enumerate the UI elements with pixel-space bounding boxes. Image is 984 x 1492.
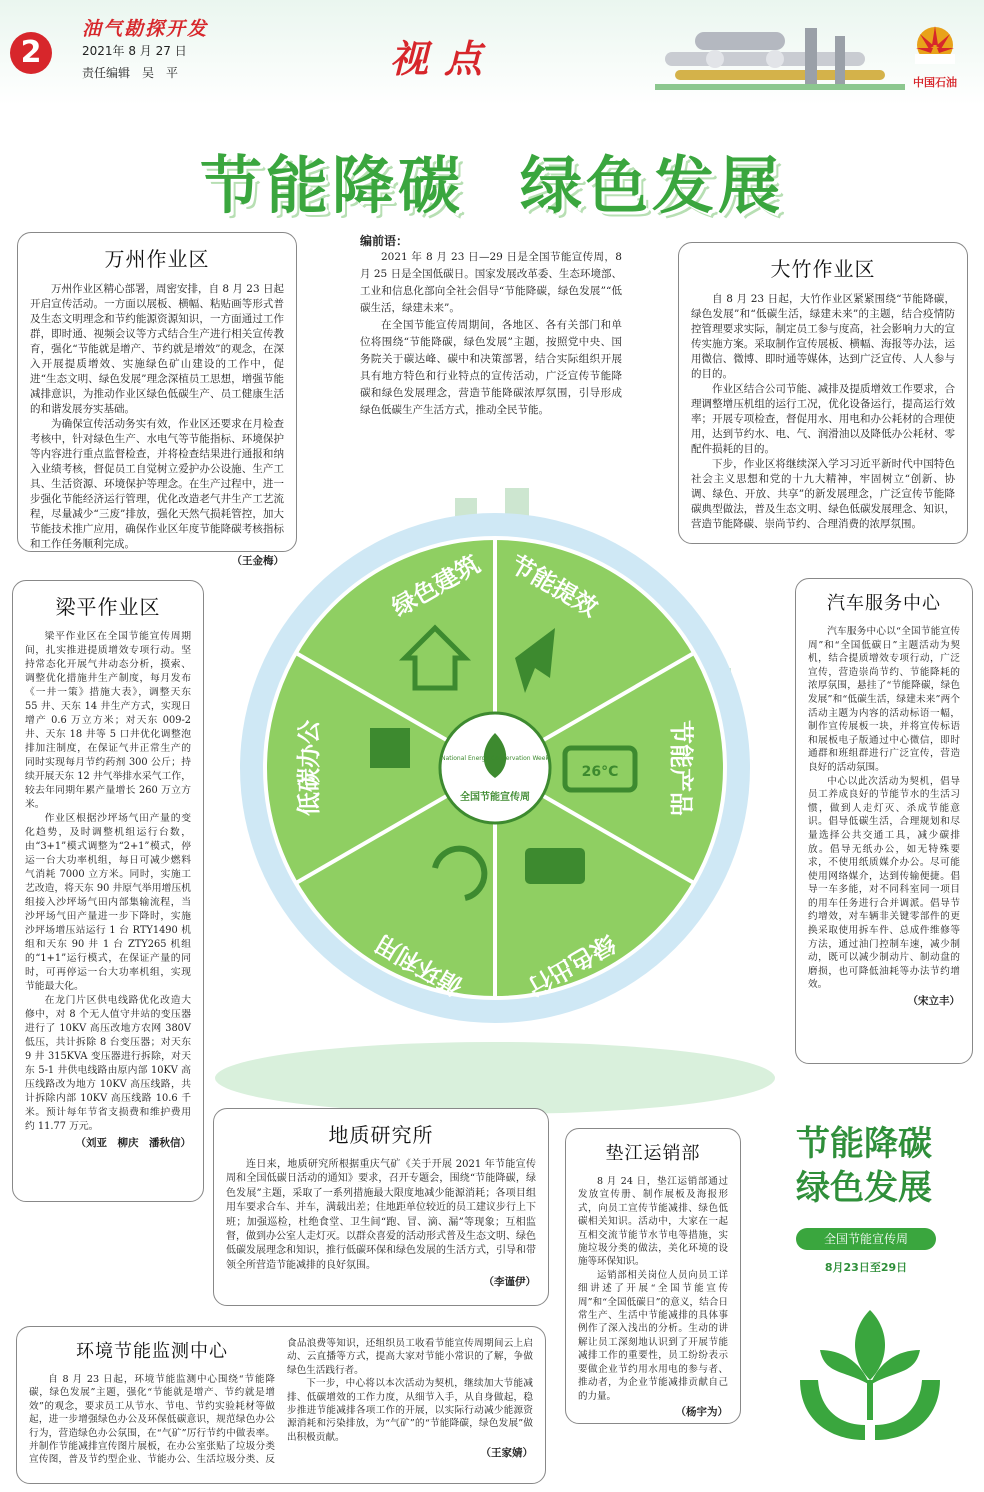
car-charging-icon [525, 848, 585, 884]
article-paragraph: 连日来，地质研究所根据重庆气矿《关于开展 2021 年节能宣传周和全国低碳日活动的通知》要求，召开专题会，围绕“节能降碳，绿色发展”主题，采取了一系列措施最大限度地减少能源消耗；各项目组用车要求合车、并车，满载出差；住地距单位较近的员工建议步行上下班；加强巡检，杜绝食堂、卫生间“跑、冒、滴、漏”等现象；互相监督，做到办公室人走灯灭。以群众喜爱的活动形式普及生态文明、绿色低碳发展理念和知识，推行低碳环保和绿色发展的生活方式，引导和带领全所营造节能减排的良好氛围。 [226, 1159, 536, 1271]
article-paragraph: 为确保宣传活动务实有效，作业区还要求在月检查考核中，针对绿色生产、水电气等节能指标、环境保护等内容进行重点监督检查，并将检查结果进行通报和纳入业绩考核，督促员工自觉树立爱护办公设施、生产工具、生活资源、环境保护等理念。在生产过程中，进一步强化节能经济运行管理，优化改造老气井生产工艺流程，尽量减少“三废”排放，强化天然气损耗管控，加大节能技术推广应用，确保作业区年度节能降碳考核指标和工作任务顺利完成。 [30, 418, 284, 550]
article-title: 万州作业区 [104, 247, 210, 271]
page-number: 2 [10, 32, 52, 74]
hands-plant-icon [790, 1290, 950, 1460]
article-paragraph: 自 8 月 23 日起，大竹作业区紧紧围绕“节能降碳，绿色发展”和“低碳生活，绿建未来”的主题，结合疫情防控管理要求实际，制定员工参与度高，社会影响力大的宣传实施方案。采取制作宣传展板、横幅、海报等办法，运用微信、微博、即时通等媒体，达到广泛宣传、人人参与的目的。 [691, 293, 955, 380]
segment-label-green-building: 绿色建筑 [387, 549, 485, 623]
center-english-text: National Energy Conservation Week [441, 755, 549, 762]
article-author: （李谨伊） [483, 1276, 536, 1289]
article-paragraph: 下一步，中心将以本次活动为契机，继续加大节能减排、低碳增效的工作力度，从细节入手，从自身做起，稳步推进节能减排各项工作的开展，以实际行动减少能源资源消耗和污染排放，为“气矿”的“节能降碳，绿色发展”做出积极贡献。 [287, 1378, 533, 1443]
energy-saving-wheel [205, 478, 785, 1118]
article-paragraph: 中心以此次活动为契机，倡导员工养成良好的节能节水的生活习惯，做到人走灯灭、杀成节能意识。倡导低碳生活，合理规划和尽量选择公共交通工具，减少碳排放。倡导无纸办公，如无特殊要求，不使用纸质媒介办公。尽可能使用网络媒介，达到传输便捷。倡导一车多能，对不同科室同一项目的用车任务进行合并调派。倡导节约增效，对车辆非关键零部件的更换采取使用拆车件、总成件维修等方法，通过油门控制车速，减少制动，既可以减少制动片、制动盘的磨损，也可降低油耗等办法节约增效。 [808, 775, 960, 991]
editor-note-label: 编前语： [360, 234, 409, 248]
article-paragraph: 作业区结合公司节能、减排及提质增效工作要求，合理调整增压机组的运行工况，优化设备运行，提高运行效率；开展专项检查，督促用水、用电和办公耗材的合理使用，达到节约水、电、气、润滑油以及降低办公耗材、零配件损耗的目的。 [691, 383, 955, 455]
petrochina-logo [900, 18, 970, 98]
segment-label-low-carbon-office: 低碳办公 [295, 720, 323, 816]
segment-label-products: 节能产品 [667, 720, 695, 816]
logo-text: 中国石油 [913, 76, 957, 89]
article-paragraph: 梁平作业区在全国节能宣传周期间，扎实推进提质增效专项行动。坚持常态化开展气井动态分析，摸索、调整优化措施井生产制度，每月发布《一井一策》措施大表》，调整天东 55 井、天东 14 井生产方式，实现日增产 0.6 万立方米；对天东 009-2 井、天东 18 井等 5 口井优化调整泡排加注制度，在保证气井正常生产的同时实现每月节约药剂 300 公斤；持续开展天东 12 井气举排水采气工作，较去年同期年累产量增长 260 万立方米。 [25, 631, 191, 810]
article-paragraph: 作业区根据沙坪场气田产量的变化趋势，及时调整机组运行台数，由“3+1”模式调整为“2+1”模式，停运一台大功率机组，每日可减少燃料气消耗 7000 立方米。同时，实施工艺改造，将天东 90 井原气举用增压机组接入沙坪场气田内部集输流程，当沙坪场气田产量进一步下降时，实施沙坪场增压站运行 1 台 RTY1490 机组和天东 90 井 1 台 ZTY265 机组的“1+1”运行模式，在保证产量的同时，可再停运一台大功率机组，实现节能最大化。 [25, 813, 191, 992]
promo-date: 8月23日至29日 [824, 1261, 908, 1274]
headline-part-1: 节能降碳 [199, 149, 464, 222]
center-badge-text: 全国节能宣传周 [460, 792, 530, 803]
segment-label-efficiency: 节能提效 [505, 549, 603, 623]
editor-note-paragraph: 2021 年 8 月 23 日—29 日是全国节能宣传周，8 月 25 日是全国低碳日。国家发展改革委、生态环境部、工业和信息化部向全社会倡导“节能降碳，绿色发展”“低碳生活，绿建未来”。 [360, 251, 622, 314]
article-author: （王家婧） [480, 1447, 533, 1460]
article-paragraph: 下步，作业区将继续深入学习习近平新时代中国特色社会主义思想和党的十九大精神，牢固树立“创新、协调、绿色、开放、共享”的新发展理念，广泛宣传节能降碳典型做法，普及生态文明、绿色低碳发展理念、知识，营造节能降碳、崇尚节约、合理消费的浓厚氛围。 [691, 458, 955, 530]
article-paragraph: 自 8 月 23 日起，环境节能监测中心围绕“节能降碳，绿色发展”主题，强化“节能就是增产、节约就是增效”的观念，要求员工从节水、节电、节约实验耗材等做起，进一步增强绿色办公及环保低碳意识，规范绿色办公行为，营造绿色办公氛围，在“气矿”厉行节约中做表率。并制作节能减排宣传图片展板，在办公室张贴了垃圾分类宣传图，普及节约型企业、节能办公、生活垃圾分类、反食品浪费等知识，还组织员工收看节能宣传周期间云上启动、云直播等方式，提高大家对节能小常识的了解，争做绿色生活践行者。 [29, 1338, 533, 1466]
segment-label-recycling: 循环利用 [370, 928, 468, 1002]
article-liangping [12, 580, 204, 1202]
article-paragraph: 8 月 24 日，垫江运销部通过发放宣传册、制作展板及海报形式，向员工宣传节能减排、绿色低碳相关知识。活动中，大家在一起互相交流节能节水节电等措施，实施垃圾分类的做法，美化环境的设施等环保知识。 [578, 1176, 728, 1268]
article-author: （宋立丰） [907, 995, 960, 1008]
article-title: 垫江运销部 [605, 1143, 701, 1164]
petrochina-logo-icon [910, 18, 960, 68]
section-title: 视点 [390, 36, 499, 81]
editor-note [360, 232, 622, 419]
promo-week-badge: 全国节能宣传周 [796, 1228, 936, 1250]
article-dianjiang [565, 1128, 741, 1424]
article-title: 梁平作业区 [55, 595, 161, 619]
article-title: 大竹作业区 [770, 257, 876, 281]
thermostat-readout: 26°C [581, 764, 619, 780]
article-paragraph: 万州作业区精心部署，周密安排，自 8 月 23 日起开启宣传活动。一方面以展板、横幅、粘贴画等形式普及生态文明理念和节约能源资源知识，一方面通过工作群，即时通、视频会议等方式结合生产进行相关宣传教育，强化“节能就是增产、节约就是增效”的观念，在深入开展提质增效、实施绿色矿山建设的工作中，促进“生态文明、绿色发展”理念深植员工思想，增强节能减排意识，为推动作业区绿色低碳生产、员工健康生活的和谐发展夯实基础。 [30, 283, 284, 415]
promo-title-line-2: 绿色发展 [796, 1168, 932, 1208]
pipeline-illustration [655, 22, 905, 97]
office-icon [370, 728, 410, 768]
segment-label-green-travel: 绿色出行 [522, 928, 620, 1002]
article-paragraph: 在龙门片区供电线路优化改造大修中，对 8 个无人值守井站的变压器进行了 10KV 高压改地方农网 380V 低压，共计拆除 8 台变压器；对天东 9 井 315KVA 变压器进行拆除，对天东 5-1 井供电线路由原内部 10KV 高压线路改为地方 10KV 高压线路，共计拆除内部 10KV 高压线路 10.6 千米。预计每年节省支损费和维护费用约 11.77 万元。 [25, 995, 191, 1132]
article-env-center [16, 1326, 546, 1484]
article-author: （刘亚 柳庆 潘秋信） [75, 1137, 191, 1149]
issue-date: 2021年 8 月 27 日 [82, 44, 187, 58]
main-headline [0, 136, 984, 225]
article-paragraph: 运销部相关岗位人员向员工详细讲述了开展“全国节能宣传周”和“全国低碳日”的意义，结合日常生产、生活中节能减排的具体事例作了深入浅出的分析。生动的讲解让员工深刻地认识到了开展节能减排工作的重要性，员工纷纷表示要做企业节约用水用电的参与者、推动者，为企业节能减排贡献自己的力量。 [578, 1269, 728, 1402]
paper-name: 油气勘探开发 [82, 18, 209, 40]
article-geology [213, 1108, 549, 1306]
editor-note-paragraph: 在全国节能宣传周期间，各地区、各有关部门和单位将围绕“节能降碳，绿色发展”主题，按照党中央、国务院关于碳达峰、碳中和决策部署，结合实际组织开展具有地方特色和行业特点的宣传活动，广泛宣传节能降碳和绿色发展理念，营造节能降碳浓厚氛围，引导形成绿色低碳生产生活方式，推动全民节能。 [360, 319, 622, 416]
article-title: 环境节能监测中心 [76, 1341, 228, 1362]
promo-title-line-1: 节能降碳 [796, 1124, 932, 1164]
article-title: 地质研究所 [328, 1123, 434, 1147]
article-title: 汽车服务中心 [827, 593, 941, 614]
headline-part-2: 绿色发展 [520, 149, 785, 222]
article-author: （杨宇为） [675, 1405, 728, 1418]
responsible-editor: 责任编辑 吴 平 [82, 66, 179, 80]
article-author: （王金梅） [231, 555, 284, 567]
article-paragraph: 汽车服务中心以“全国节能宣传周”和“全国低碳日”主题活动为契机，结合提质增效专项行动，广泛宣传，营造崇尚节约、节能降耗的浓厚氛围，悬挂了“节能降碳，绿色发展”和“低碳生活，绿建未来”两个活动主题为内容的活动标语一幅，制作宣传展板一块，并将宣传标语和展板电子版通过中心微信，即时通群和班组群进行广泛宣传，营造良好的活动氛围。 [808, 626, 960, 773]
article-auto-center [795, 578, 973, 1064]
promo-title [764, 1122, 964, 1210]
